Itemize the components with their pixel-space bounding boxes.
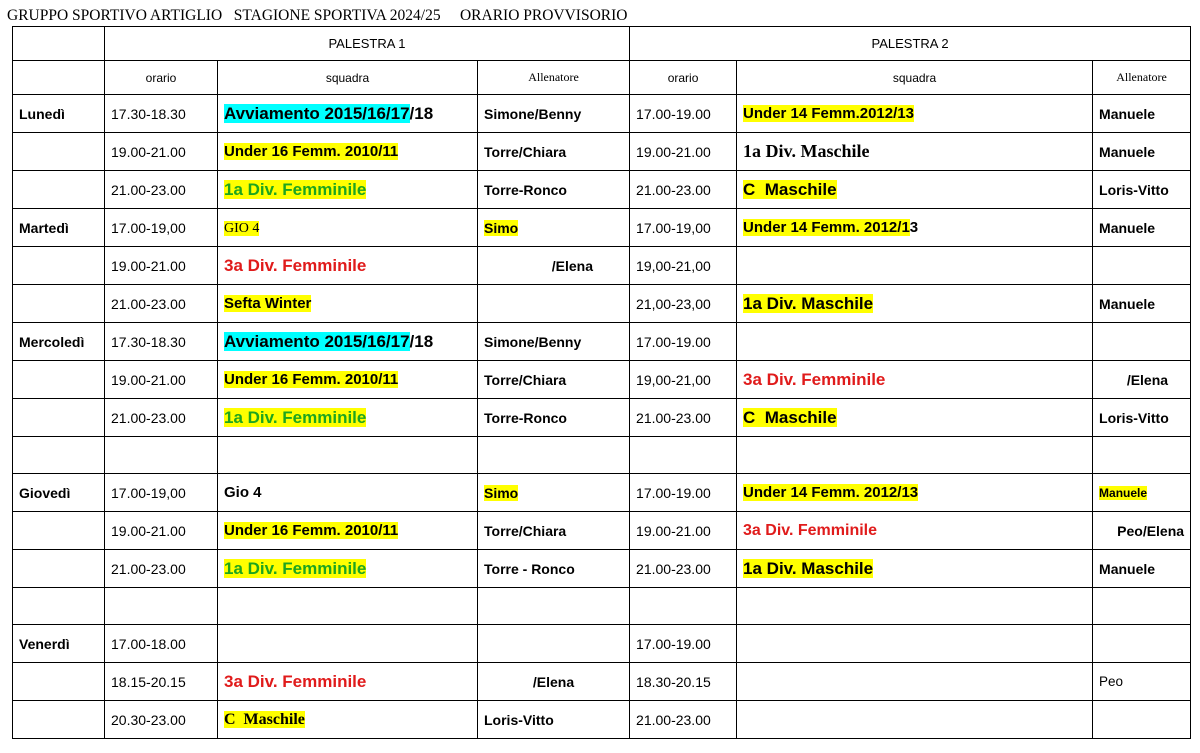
team-cell: [737, 474, 1093, 512]
team-cell: [737, 701, 1093, 739]
team-name: 3a Div. Femminile: [224, 255, 367, 275]
day-cell: [13, 171, 105, 209]
time-cell: 17.00-19,00: [630, 209, 737, 247]
time-cell: 18.30-20.15: [630, 663, 737, 701]
team-cell: [737, 247, 1093, 285]
team-cell: [218, 247, 478, 285]
time-cell: 21.00-23.00: [105, 171, 218, 209]
time-cell: 19,00-21,00: [630, 361, 737, 399]
coach-cell: Torre/Chiara: [478, 133, 630, 171]
coach-name: Simo: [484, 219, 519, 236]
team-name: Under 16 Femm. 2010/11: [224, 371, 399, 388]
gym-header-row: [13, 27, 1191, 61]
day-cell: Martedì: [13, 209, 105, 247]
team-name: Under 14 Femm. 2012/1: [743, 219, 910, 236]
team-cell: [218, 399, 478, 437]
table-row: [13, 247, 1191, 285]
team-name: 1a Div. Maschile: [743, 558, 874, 578]
coach-cell: Torre-Ronco: [478, 399, 630, 437]
table-row: [13, 550, 1191, 588]
day-cell: [13, 361, 105, 399]
time-cell: 17.00-19,00: [105, 474, 218, 512]
time-cell: 17.30-18.30: [105, 323, 218, 361]
team-cell: [737, 663, 1093, 701]
team-name: Gio 4: [224, 484, 262, 501]
coach-cell: Peo/Elena: [1093, 512, 1191, 550]
team-name: Under 16 Femm. 2010/11: [224, 143, 399, 160]
day-cell: [13, 550, 105, 588]
coach-cell: /Elena: [478, 247, 630, 285]
coach-cell: Loris-Vitto: [1093, 171, 1191, 209]
time-cell: 17.00-19.00: [630, 625, 737, 663]
table-row: [13, 323, 1191, 361]
day-cell: Lunedì: [13, 95, 105, 133]
coach-cell: Manuele: [1093, 285, 1191, 323]
time-cell: 21.00-23.00: [630, 550, 737, 588]
time-cell: 19.00-21.00: [105, 133, 218, 171]
coach-cell: Simone/Benny: [478, 323, 630, 361]
time-cell: 17.00-18.00: [105, 625, 218, 663]
col-header-allenatore-2: Allenatore: [1093, 61, 1191, 95]
table-row: [13, 625, 1191, 663]
team-name: 3a Div. Femminile: [743, 369, 886, 389]
team-cell: [737, 361, 1093, 399]
coach-cell: Peo: [1093, 663, 1191, 701]
coach-cell: [1093, 625, 1191, 663]
coach-cell: /Elena: [1093, 361, 1191, 399]
team-name: 3a Div. Femminile: [743, 521, 878, 539]
coach-cell: [1093, 701, 1191, 739]
team-cell: [218, 171, 478, 209]
schedule-table: [12, 26, 1191, 739]
day-cell: [13, 133, 105, 171]
coach-cell: [478, 209, 630, 247]
coach-cell: Torre/Chiara: [478, 512, 630, 550]
team-name: Sefta Winter: [224, 295, 312, 312]
team-cell: [737, 512, 1093, 550]
team-name: 3a Div. Femminile: [224, 671, 367, 691]
team-cell: [218, 285, 478, 323]
team-cell: [218, 209, 478, 247]
coach-cell: Torre/Chiara: [478, 361, 630, 399]
time-cell: 17.00-19.00: [630, 474, 737, 512]
team-cell: [737, 95, 1093, 133]
table-row: [13, 474, 1191, 512]
time-cell: 20.30-23.00: [105, 701, 218, 739]
team-cell: [218, 323, 478, 361]
team-name: Under 14 Femm.2012/13: [743, 105, 914, 122]
time-cell: 21.00-23.00: [105, 399, 218, 437]
time-cell: 17.00-19.00: [630, 323, 737, 361]
time-cell: 19,00-21,00: [630, 247, 737, 285]
day-cell: [13, 512, 105, 550]
time-cell: 19.00-21.00: [630, 512, 737, 550]
table-row: [13, 512, 1191, 550]
team-cell: [218, 361, 478, 399]
day-cell: [13, 663, 105, 701]
team-name: 1a Div. Femminile: [224, 179, 367, 199]
team-name-suffix: /18: [409, 103, 434, 123]
time-cell: 18.15-20.15: [105, 663, 218, 701]
table-row: [13, 701, 1191, 739]
coach-cell: Torre - Ronco: [478, 550, 630, 588]
time-cell: 17.00-19.00: [630, 95, 737, 133]
team-name: Under 16 Femm. 2010/11: [224, 522, 399, 539]
team-name: C Maschile: [224, 710, 305, 728]
spacer-row: [13, 437, 1191, 474]
team-cell: [218, 95, 478, 133]
team-name: 1a Div. Femminile: [224, 558, 367, 578]
team-name: C Maschile: [743, 407, 837, 427]
table-row: [13, 361, 1191, 399]
team-cell: [737, 285, 1093, 323]
coach-cell: Simone/Benny: [478, 95, 630, 133]
col-header-orario-2: orario: [630, 61, 737, 95]
empty-corner-cell: [13, 27, 105, 61]
time-cell: 19.00-21.00: [105, 361, 218, 399]
table-row: [13, 95, 1191, 133]
coach-cell: Loris-Vitto: [478, 701, 630, 739]
time-cell: 21.00-23.00: [105, 550, 218, 588]
empty-day-header-cell: [13, 61, 105, 95]
column-header-row: [13, 61, 1191, 95]
day-cell: Venerdì: [13, 625, 105, 663]
time-cell: 21.00-23.00: [105, 285, 218, 323]
team-cell: [737, 625, 1093, 663]
team-cell: [737, 209, 1093, 247]
team-cell: [737, 171, 1093, 209]
table-row: [13, 171, 1191, 209]
team-cell: [218, 550, 478, 588]
coach-name: Manuele: [1099, 485, 1148, 500]
team-name: 1a Div. Maschile: [743, 293, 874, 313]
gym-1-header: PALESTRA 1: [105, 27, 630, 61]
time-cell: 19.00-21.00: [105, 512, 218, 550]
coach-name: Simo: [484, 484, 519, 501]
team-cell: [218, 133, 478, 171]
team-name-suffix: /18: [409, 331, 434, 351]
page-title: GRUPPO SPORTIVO ARTIGLIO STAGIONE SPORTIVA 2024/25 ORARIO PROVVISORIO: [7, 7, 628, 24]
spacer-row: [13, 588, 1191, 625]
time-cell: 21,00-23,00: [630, 285, 737, 323]
coach-cell: [478, 625, 630, 663]
col-header-orario-1: orario: [105, 61, 218, 95]
team-cell: [218, 512, 478, 550]
coach-cell: Manuele: [1093, 133, 1191, 171]
coach-cell: Loris-Vitto: [1093, 399, 1191, 437]
time-cell: 21.00-23.00: [630, 399, 737, 437]
table-row: [13, 285, 1191, 323]
day-cell: [13, 701, 105, 739]
team-name: Avviamento 2015/16/17: [224, 103, 410, 123]
time-cell: 19.00-21.00: [630, 133, 737, 171]
team-name: 1a Div. Maschile: [743, 141, 870, 161]
team-name: GIO 4: [224, 220, 260, 236]
coach-cell: [1093, 323, 1191, 361]
time-cell: 21.00-23.00: [630, 171, 737, 209]
team-cell: [737, 399, 1093, 437]
coach-cell: [478, 285, 630, 323]
coach-cell: Manuele: [1093, 95, 1191, 133]
coach-cell: /Elena: [478, 663, 630, 701]
table-row: [13, 133, 1191, 171]
day-cell: [13, 285, 105, 323]
time-cell: 17.30-18.30: [105, 95, 218, 133]
day-cell: Giovedì: [13, 474, 105, 512]
team-cell: [737, 550, 1093, 588]
team-name: 1a Div. Femminile: [224, 407, 367, 427]
team-name: C Maschile: [743, 179, 837, 199]
table-row: [13, 209, 1191, 247]
team-cell: [218, 663, 478, 701]
time-cell: 17.00-19,00: [105, 209, 218, 247]
day-cell: [13, 247, 105, 285]
table-row: [13, 399, 1191, 437]
coach-cell: [1093, 247, 1191, 285]
day-cell: [13, 399, 105, 437]
team-cell: [218, 701, 478, 739]
gym-2-header: PALESTRA 2: [630, 27, 1191, 61]
coach-cell: [1093, 474, 1191, 512]
time-cell: 21.00-23.00: [630, 701, 737, 739]
day-cell: Mercoledì: [13, 323, 105, 361]
team-name: Avviamento 2015/16/17: [224, 331, 410, 351]
team-cell: [218, 474, 478, 512]
col-header-squadra-1: squadra: [218, 61, 478, 95]
col-header-allenatore-1: Allenatore: [478, 61, 630, 95]
team-name-suffix: 3: [909, 219, 919, 236]
table-row: [13, 663, 1191, 701]
team-cell: [218, 625, 478, 663]
coach-cell: Manuele: [1093, 550, 1191, 588]
coach-cell: [478, 474, 630, 512]
time-cell: 19.00-21.00: [105, 247, 218, 285]
team-cell: [737, 323, 1093, 361]
col-header-squadra-2: squadra: [737, 61, 1093, 95]
coach-cell: Torre-Ronco: [478, 171, 630, 209]
coach-cell: Manuele: [1093, 209, 1191, 247]
team-cell: [737, 133, 1093, 171]
team-name: Under 14 Femm. 2012/13: [743, 484, 919, 501]
